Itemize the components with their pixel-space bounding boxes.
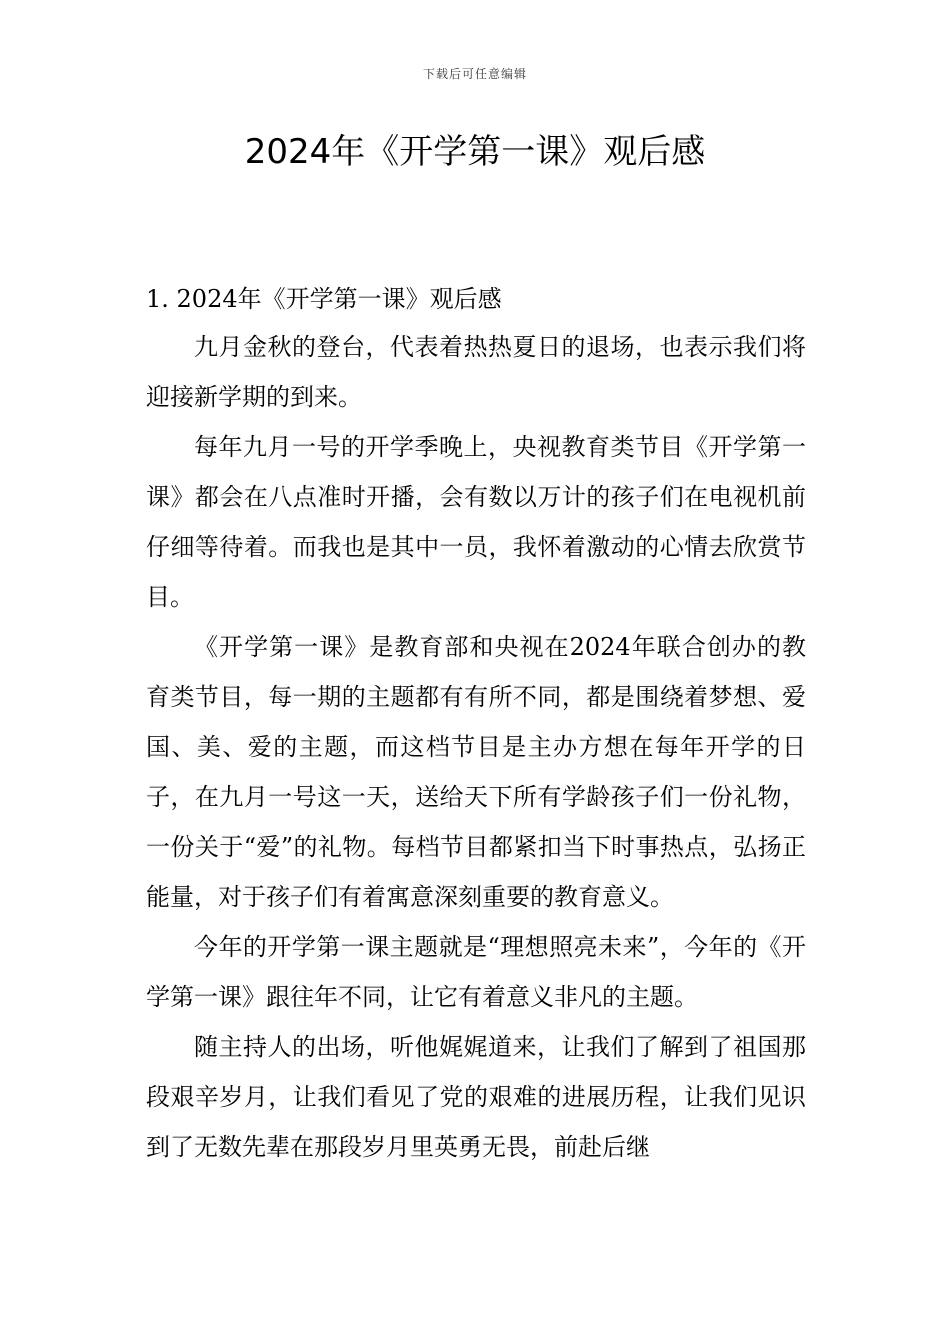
paragraph-5: 随主持人的出场，听他娓娓道来，让我们了解到了祖国那段艰辛岁月，让我们看见了党的艰难的进展历程，让我们见识到了无数先辈在那段岁月里英勇无畏，前赴后继 xyxy=(146,1033,806,1161)
section-heading: 1. 2024年《开学第一课》观后感 xyxy=(146,285,502,313)
paragraph-2: 每年九月一号的开学季晚上，央视教育类节目《开学第一课》都会在八点准时开播，会有数以万计的孩子们在电视机前仔细等待着。而我也是其中一员，我怀着激动的心情去欣赏节目。 xyxy=(146,433,806,611)
paragraph-1: 九月金秋的登台，代表着热热夏日的退场，也表示我们将迎接新学期的到来。 xyxy=(146,333,806,411)
paragraph-3: 《开学第一课》是教育部和央视在2024年联合创办的教育类节目，每一期的主题都有有所不同，都是围绕着梦想、爱国、美、爱的主题，而这档节目是主办方想在每年开学的日子，在九月一号这一天，送给天下所有学龄孩子们一份礼物，一份关于“爱”的礼物。每档节目都紧扣当下时事热点，弘扬正能量，对于孩子们有着寓意深刻重要的教育意义。 xyxy=(146,633,806,911)
document-body xyxy=(146,278,806,1172)
header-note: 下载后可任意编辑 xyxy=(422,67,527,81)
document-title: 2024年《开学第一课》观后感 xyxy=(244,132,706,172)
paragraph-4: 今年的开学第一课主题就是“理想照亮未来”，今年的《开学第一课》跟往年不同，让它有着意义非凡的主题。 xyxy=(146,933,806,1011)
